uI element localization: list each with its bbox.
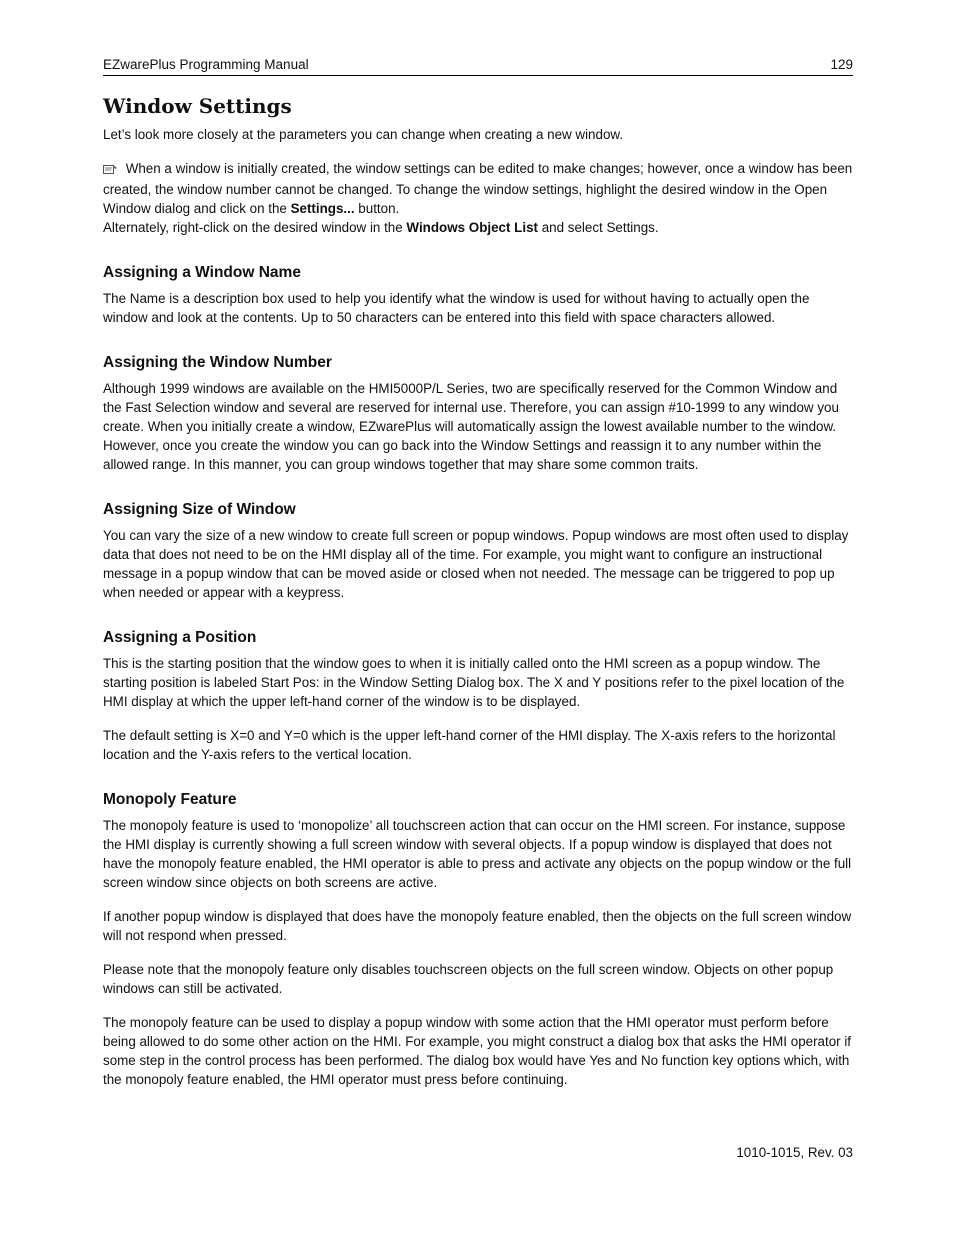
section-paragraph: The monopoly feature is used to ‘monopolize’ all touchscreen action that can occur on the HMI screen. For instance, suppose the HMI display is currently showing a full screen window with several objects. If a popup window is displayed that does not have the monopoly feature enabled, the HMI operator is able to press and activate any objects on the popup window or the full screen window since objects on both screens are active. — [103, 818, 852, 890]
page-number: 129 — [830, 57, 853, 72]
running-header — [103, 56, 853, 76]
note-paragraph — [103, 159, 853, 218]
section-paragraph: The Name is a description box used to help you identify what the window is used for without having to actually open the window and look at the contents. Up to 50 characters can be entered into this field with space characters allowed. — [103, 291, 810, 325]
settings-button-reference: Settings... — [290, 201, 355, 216]
section-paragraph: The default setting is X=0 and Y=0 which is the upper left-hand corner of the HMI display. The X-axis refers to the horizontal location and the Y-axis refers to the vertical location. — [103, 728, 836, 762]
note-icon — [103, 161, 118, 180]
note-alternate-paragraph — [103, 218, 853, 237]
windows-object-list-reference: Windows Object List — [406, 220, 538, 235]
note-text-2: button. — [354, 201, 400, 216]
document-footer: 1010-1015, Rev. 03 — [736, 1145, 853, 1160]
section-heading-monopoly: Monopoly Feature — [103, 791, 237, 808]
section-paragraph: Although 1999 windows are available on the HMI5000P/L Series, two are specifically reserved for the Common Window and the Fast Selection window and several are reserved for internal use. Therefore, you can assign #10-1999 to any window you create. When you initially create a window, EZwarePlus will automatically assign the lowest available number to the window. However, once you create the window you can go back into the Window Settings and reassign it to any number within the allowed range. In this manner, you can group windows together that may share some common traits. — [103, 381, 839, 472]
section-paragraph: The monopoly feature can be used to display a popup window with some action that the HMI operator must perform before being allowed to do some other action on the HMI. For example, you might construct a dialog box that asks the HMI operator if some step in the control process has been performed. The dialog box would have Yes and No function key options which, with the monopoly feature enabled, the HMI operator must press before continuing. — [103, 1015, 852, 1087]
note-line2-text-1: Alternately, right-click on the desired window in the — [103, 220, 407, 235]
document-page — [103, 56, 853, 1089]
section-paragraph: Please note that the monopoly feature only disables touchscreen objects on the full screen window. Objects on other popup windows can still be activated. — [103, 962, 834, 996]
note-line2-text-2: and select Settings. — [537, 220, 659, 235]
section-heading-position: Assigning a Position — [103, 629, 257, 646]
section-heading-window-size: Assigning Size of Window — [103, 501, 296, 518]
page-title: Window Settings — [103, 94, 292, 118]
section-paragraph: You can vary the size of a new window to create full screen or popup windows. Popup windows are most often used to display data that does not need to be on the HMI display all of the time. For example, you might want to configure an instructional message in a popup window that can be moved aside or closed when not needed. The message can be triggered to pop up when needed or appear with a keypress. — [103, 528, 849, 600]
manual-title: EZwarePlus Programming Manual — [103, 57, 309, 72]
intro-paragraph: Let’s look more closely at the parameters you can change when creating a new window. — [103, 127, 624, 142]
section-heading-window-number: Assigning the Window Number — [103, 354, 332, 371]
section-heading-window-name: Assigning a Window Name — [103, 264, 301, 281]
note-text-1: When a window is initially created, the window settings can be edited to make changes; however, once a window has been created, the window number cannot be changed. To change the window settings, highlight the desired window in the Open Window dialog and click on the — [103, 161, 853, 216]
section-paragraph: This is the starting position that the window goes to when it is initially called onto the HMI screen as a popup window. The starting position is labeled Start Pos: in the Window Setting Dialog box. The X and Y positions refer to the pixel location of the HMI display at which the upper left-hand corner of the window is to be displayed. — [103, 656, 845, 709]
section-paragraph: If another popup window is displayed that does have the monopoly feature enabled, then the objects on the full screen window will not respond when pressed. — [103, 909, 852, 943]
